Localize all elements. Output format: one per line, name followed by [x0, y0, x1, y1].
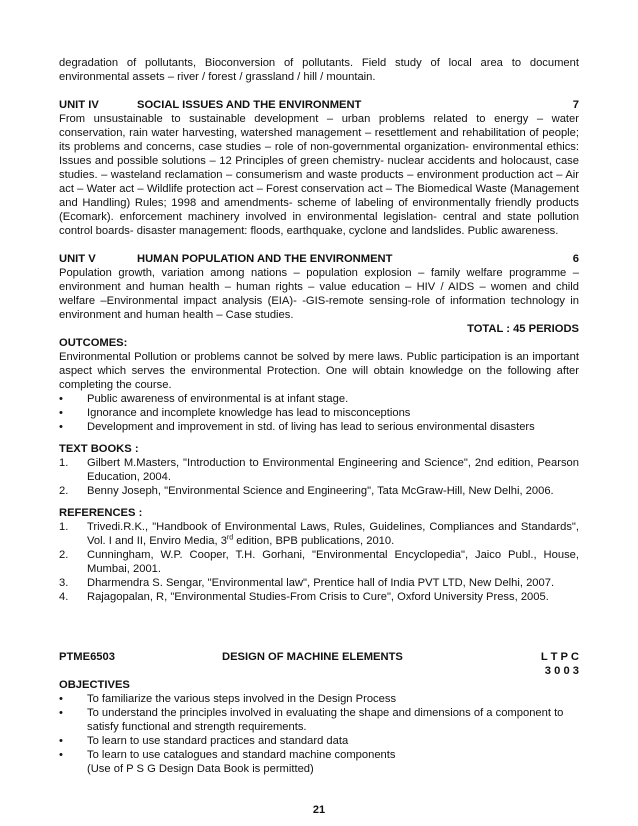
bullet-icon: • [59, 707, 63, 719]
bullet-icon: • [59, 735, 63, 747]
ltpc-head: L T P C [540, 651, 579, 663]
objective-item: • To learn to use standard practices and standard data [59, 735, 349, 747]
ltpc-block [519, 650, 579, 678]
reference-item: 3. Dharmendra S. Sengar, "Environmental law", Prentice hall of India PVT LTD, New Delhi, 2007. [59, 577, 555, 589]
unit5-label: UNIT V [59, 253, 96, 265]
ltpc-values: 3 0 0 3 [544, 665, 579, 677]
outcome-bullet: • Ignorance and incomplete knowledge has lead to misconceptions [59, 407, 411, 419]
unit4-hours: 7 [572, 99, 579, 111]
outcome-bullet: • Development and improvement in std. of living has lead to serious environmental disasters [59, 421, 535, 433]
textbook-item: 2. Benny Joseph, "Environmental Science and Engineering", Tata McGraw-Hill, New Delhi, 2006. [59, 485, 554, 497]
reference-item: 1. Trivedi.R.K., "Handbook of Environmental Laws, Rules, Guidelines, Compliances and Standards", Vol. I and II, Enviro Media, 3rd edition, BPB publications, 2010. [59, 521, 579, 547]
unit4-heading [59, 98, 579, 112]
objectives-heading: OBJECTIVES [59, 679, 130, 691]
unit4-label: UNIT IV [59, 99, 99, 111]
total-periods: TOTAL : 45 PERIODS [467, 323, 579, 335]
references-heading: REFERENCES : [59, 507, 143, 519]
bullet-icon: • [59, 749, 63, 761]
reference-item: 4. Rajagopalan, R, "Environmental Studies-From Crisis to Cure", Oxford University Press, 2005. [59, 591, 549, 603]
unit5-body: Population growth, variation among nations – population explosion – family welfare programme – environment and human health – human rights – value education – HIV / AIDS – women and child welfare –Environmental impact analysis (EIA)- -GIS-remote sensing-role of information technology in environment and human health – Case studies. [59, 267, 579, 321]
textbook-item: 1. Gilbert M.Masters, "Introduction to Environmental Engineering and Science", 2nd edition, Pearson Education, 2004. [59, 457, 579, 483]
unit5-hours: 6 [572, 253, 579, 265]
objective-note: (Use of P S G Design Data Book is permitted) [87, 763, 314, 775]
course-title: DESIGN OF MACHINE ELEMENTS [222, 651, 403, 663]
course-code: PTME6503 [59, 651, 115, 663]
unit4-title: SOCIAL ISSUES AND THE ENVIRONMENT [137, 99, 362, 111]
textbooks-heading: TEXT BOOKS : [59, 443, 139, 455]
outcome-bullet: • Public awareness of environmental is at infant stage. [59, 393, 349, 405]
outcomes-text: Environmental Pollution or problems cannot be solved by mere laws. Public participation is an important aspect which serves the environmental Protection. One will obtain knowledge on the following after completing the course. [59, 351, 579, 391]
outcomes-heading: OUTCOMES: [59, 337, 128, 349]
course-heading [59, 650, 579, 678]
unit5-heading [59, 252, 579, 266]
unit4-body: From unsustainable to sustainable development – urban problems related to energy – water conservation, rain water harvesting, watershed management – resettlement and rehabilitation of people; its problems and concerns, case studies – role of non-governmental organization- environmental ethics: Issues and possible solutions – 12 Principles of green chemistry- nuclear accidents and holocaust, case studies. – wasteland reclamation – consumerism and waste products – environment production act – Air act – Water act – Wildlife protection act – Forest conservation act – The Biomedical Waste (Management and Handling) Rules; 1998 and amendments- scheme of labeling of environmentally friendly products (Ecomark). enforcement machinery involved in environmental legislation- central and state pollution control boards- disaster management: floods, earthquake, cyclone and landslides. Public awareness. [59, 113, 579, 237]
syllabus-page [59, 56, 579, 776]
objective-item: • To familiarize the various steps involved in the Design Process [59, 693, 397, 705]
bullet-icon: • [59, 421, 63, 433]
bullet-icon: • [59, 393, 63, 405]
bullet-icon: • [59, 407, 63, 419]
bullet-icon: • [59, 693, 63, 705]
reference-item: 2. Cunningham, W.P. Cooper, T.H. Gorhani, "Environmental Encyclopedia", Jaico Publ., House, Mumbai, 2001. [59, 549, 579, 575]
objective-item: • To understand the principles involved in evaluating the shape and dimensions of a component to satisfy functional and strength requirements. [59, 707, 564, 733]
unit5-title: HUMAN POPULATION AND THE ENVIRONMENT [137, 253, 393, 265]
intro-paragraph: degradation of pollutants, Bioconversion of pollutants. Field study of local area to document environmental assets – river / forest / grassland / hill / mountain. [59, 57, 579, 83]
objective-item: • To learn to use catalogues and standard machine components [59, 749, 396, 761]
page-number: 21 [312, 804, 326, 816]
